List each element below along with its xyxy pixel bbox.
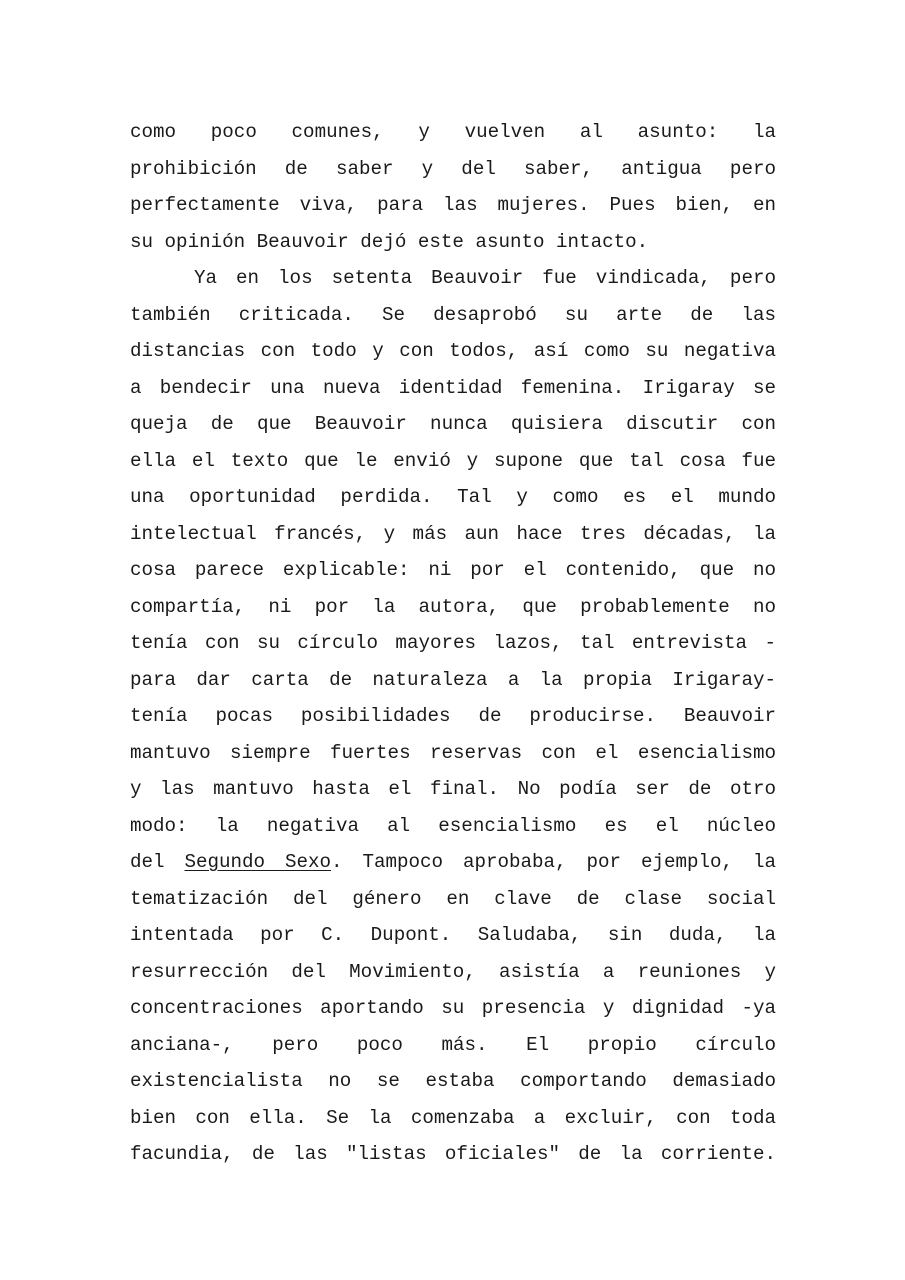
p2-line-22: anciana-, pero poco más. El propio círculo [130, 1033, 776, 1056]
p2-line-6: ella el texto que le envió y supone que tal cosa fue [130, 449, 776, 472]
p2-line-4: a bendecir una nueva identidad femenina. Irigaray se [130, 376, 776, 399]
p2-line-1: Ya en los setenta Beauvoir fue vindicada, pero [194, 267, 776, 289]
p2-line-17 [130, 844, 776, 881]
p2-line-23: existencialista no se estaba comportando demasiado [130, 1070, 776, 1092]
p2-line-11: tenía con su círculo mayores lazos, tal entrevista - [130, 632, 776, 654]
p2-line-17-prefix: del [130, 851, 165, 873]
p1-line-4: su opinión Beauvoir dejó este asunto intacto. [130, 230, 649, 253]
p2-line-10: compartía, ni por la autora, que probablemente no [130, 595, 776, 618]
p2-line-13: tenía pocas posibilidades de producirse. Beauvoir [130, 705, 776, 727]
p2-line-2: también criticada. Se desaprobó su arte de las [130, 303, 776, 326]
p2-line-25: facundia, de las "listas oficiales" de la corriente. [130, 1143, 776, 1165]
p2-line-8: intelectual francés, y más aun hace tres décadas, la [130, 522, 776, 545]
p2-line-15: y las mantuvo hasta el final. No podía ser de otro [130, 778, 776, 800]
p2-line-20: resurrección del Movimiento, asistía a reuniones y [130, 960, 776, 983]
p2-line-19: intentada por C. Dupont. Saludaba, sin duda, la [130, 924, 776, 946]
p2-line-21: concentraciones aportando su presencia y dignidad -ya [130, 997, 776, 1019]
document-body [130, 114, 776, 1173]
p2-line-12: para dar carta de naturaleza a la propia Irigaray- [130, 668, 776, 691]
p2-line-16: modo: la negativa al esencialismo es el núcleo [130, 814, 776, 837]
book-title-underlined: Segundo Sexo [184, 851, 332, 873]
p1-line-3: perfectamente viva, para las mujeres. Pues bien, en [130, 194, 776, 216]
p1-line-1: como poco comunes, y vuelven al asunto: la [130, 121, 776, 143]
p2-line-18: tematización del género en clave de clase social [130, 887, 776, 910]
p2-line-24: bien con ella. Se la comenzaba a excluir, con toda [130, 1106, 776, 1129]
p2-line-17-suffix: . Tampoco aprobaba, por ejemplo, la [331, 851, 776, 873]
p2-line-7: una oportunidad perdida. Tal y como es el mundo [130, 486, 776, 508]
p2-line-9: cosa parece explicable: ni por el contenido, que no [130, 559, 776, 581]
p1-line-2: prohibición de saber y del saber, antigua pero [130, 157, 776, 180]
p2-line-3: distancias con todo y con todos, así como su negativa [130, 340, 776, 362]
p2-line-14: mantuvo siempre fuertes reservas con el esencialismo [130, 741, 776, 764]
p2-line-5: queja de que Beauvoir nunca quisiera discutir con [130, 413, 776, 435]
